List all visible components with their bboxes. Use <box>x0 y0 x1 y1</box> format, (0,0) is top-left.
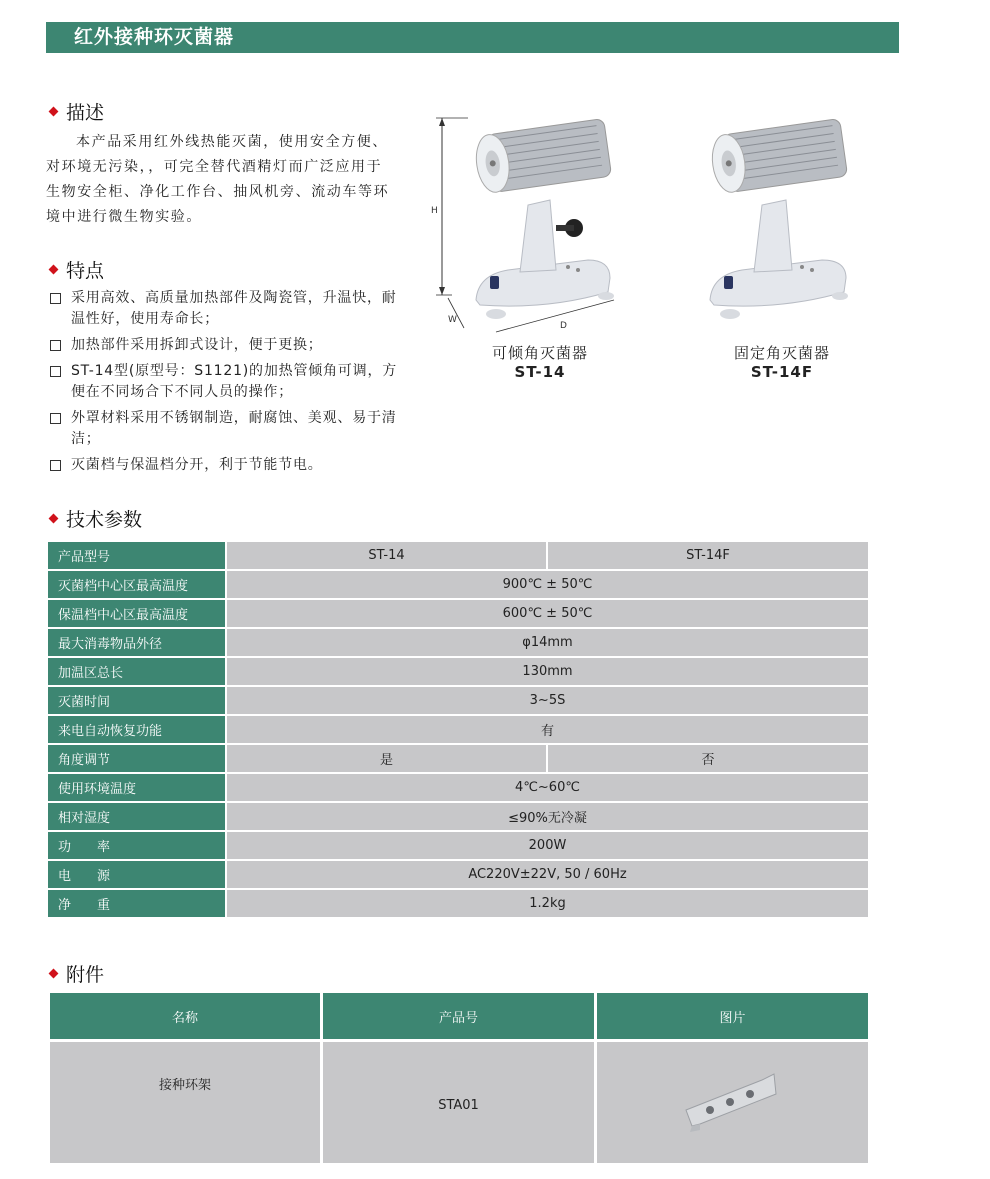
dimension-w-label: W <box>448 315 457 325</box>
spec-value: AC220V±22V, 50 / 60Hz <box>227 861 868 888</box>
spec-table <box>46 540 870 919</box>
spec-label: 产品型号 <box>48 542 225 569</box>
table-row <box>48 687 868 714</box>
spec-value: ≤90%无冷凝 <box>227 803 868 830</box>
spec-value: ST-14F <box>548 542 868 569</box>
table-row <box>50 1042 868 1163</box>
section-features-heading <box>50 256 104 283</box>
checkbox-square-icon <box>50 340 61 351</box>
spec-label: 来电自动恢复功能 <box>48 716 225 743</box>
column-header: 名称 <box>50 993 320 1039</box>
table-row <box>48 600 868 627</box>
spec-label: 使用环境温度 <box>48 774 225 801</box>
table-row <box>48 716 868 743</box>
table-row <box>48 861 868 888</box>
spec-label: 净 重 <box>48 890 225 917</box>
spec-label: 电 源 <box>48 861 225 888</box>
feature-item: 灭菌档与保温档分开，利于节能节电。 <box>46 455 406 476</box>
device-st14f-image <box>690 110 870 330</box>
product-name: 固定角灭菌器 <box>733 344 830 362</box>
checkbox-square-icon <box>50 413 61 424</box>
section-description-heading <box>50 98 104 125</box>
spec-label: 灭菌档中心区最高温度 <box>48 571 225 598</box>
column-header: 产品号 <box>323 993 594 1039</box>
section-features-label: 特点 <box>66 260 105 282</box>
loop-rack-image <box>678 1066 788 1136</box>
diamond-bullet-icon <box>49 969 59 979</box>
column-header: 图片 <box>597 993 868 1039</box>
section-specs-heading <box>50 505 142 532</box>
section-specs-label: 技术参数 <box>66 509 143 531</box>
spec-label: 相对湿度 <box>48 803 225 830</box>
feature-item: 外罩材料采用不锈钢制造，耐腐蚀、美观、易于清洁； <box>46 408 406 450</box>
description-text: 本产品采用红外线热能灭菌，使用安全方便、对环境无污染，，可完全替代酒精灯而广泛应用于生物安全柜、净化工作台、抽风机旁、流动车等环境中进行微生物实验。 <box>46 134 390 225</box>
accessory-code: STA01 <box>323 1042 594 1163</box>
table-header-row <box>50 993 868 1039</box>
feature-list <box>46 288 406 481</box>
spec-label: 角度调节 <box>48 745 225 772</box>
product-model: ST-14 <box>514 363 566 381</box>
spec-value: 600℃ ± 50℃ <box>227 600 868 627</box>
dimension-h-label: H <box>431 206 438 216</box>
section-accessories-heading <box>50 960 104 987</box>
table-row <box>48 571 868 598</box>
section-description-label: 描述 <box>66 102 105 124</box>
spec-value: 3~5S <box>227 687 868 714</box>
checkbox-square-icon <box>50 460 61 471</box>
spec-value: 是 <box>227 745 546 772</box>
table-row <box>48 658 868 685</box>
checkbox-square-icon <box>50 293 61 304</box>
spec-value: ST-14 <box>227 542 546 569</box>
feature-item: ST-14型(原型号：S1121)的加热管倾角可调，方便在不同场合下不同人员的操作； <box>46 361 406 403</box>
accessory-name: 接种环架 <box>50 1042 320 1163</box>
product-caption-st14f <box>712 342 852 381</box>
feature-item: 加热部件采用拆卸式设计，便于更换； <box>46 335 406 356</box>
spec-label: 保温档中心区最高温度 <box>48 600 225 627</box>
section-accessories-label: 附件 <box>66 964 105 986</box>
table-row <box>48 774 868 801</box>
spec-label: 最大消毒物品外径 <box>48 629 225 656</box>
spec-value: 900℃ ± 50℃ <box>227 571 868 598</box>
spec-value: 1.2kg <box>227 890 868 917</box>
feature-item: 采用高效、高质量加热部件及陶瓷管，升温快，耐温性好，使用寿命长； <box>46 288 406 330</box>
table-row <box>48 745 868 772</box>
table-row <box>48 542 868 569</box>
device-st14-image <box>428 110 628 340</box>
spec-value: 130mm <box>227 658 868 685</box>
diamond-bullet-icon <box>49 265 59 275</box>
spec-label: 加温区总长 <box>48 658 225 685</box>
product-caption-st14 <box>470 342 610 381</box>
spec-value: 4℃~60℃ <box>227 774 868 801</box>
spec-value: φ14mm <box>227 629 868 656</box>
diamond-bullet-icon <box>49 514 59 524</box>
spec-value: 有 <box>227 716 868 743</box>
checkbox-square-icon <box>50 366 61 377</box>
table-row <box>48 890 868 917</box>
page-title: 红外接种环灭菌器 <box>46 22 899 53</box>
spec-value: 200W <box>227 832 868 859</box>
diamond-bullet-icon <box>49 107 59 117</box>
accessory-table <box>47 990 871 1166</box>
table-row <box>48 803 868 830</box>
table-row <box>48 629 868 656</box>
table-row <box>48 832 868 859</box>
accessory-image-cell <box>597 1042 868 1163</box>
product-name: 可倾角灭菌器 <box>491 344 588 362</box>
spec-label: 灭菌时间 <box>48 687 225 714</box>
dimension-d-label: D <box>560 321 567 331</box>
product-model: ST-14F <box>750 363 814 381</box>
spec-label: 功 率 <box>48 832 225 859</box>
spec-value: 否 <box>548 745 868 772</box>
